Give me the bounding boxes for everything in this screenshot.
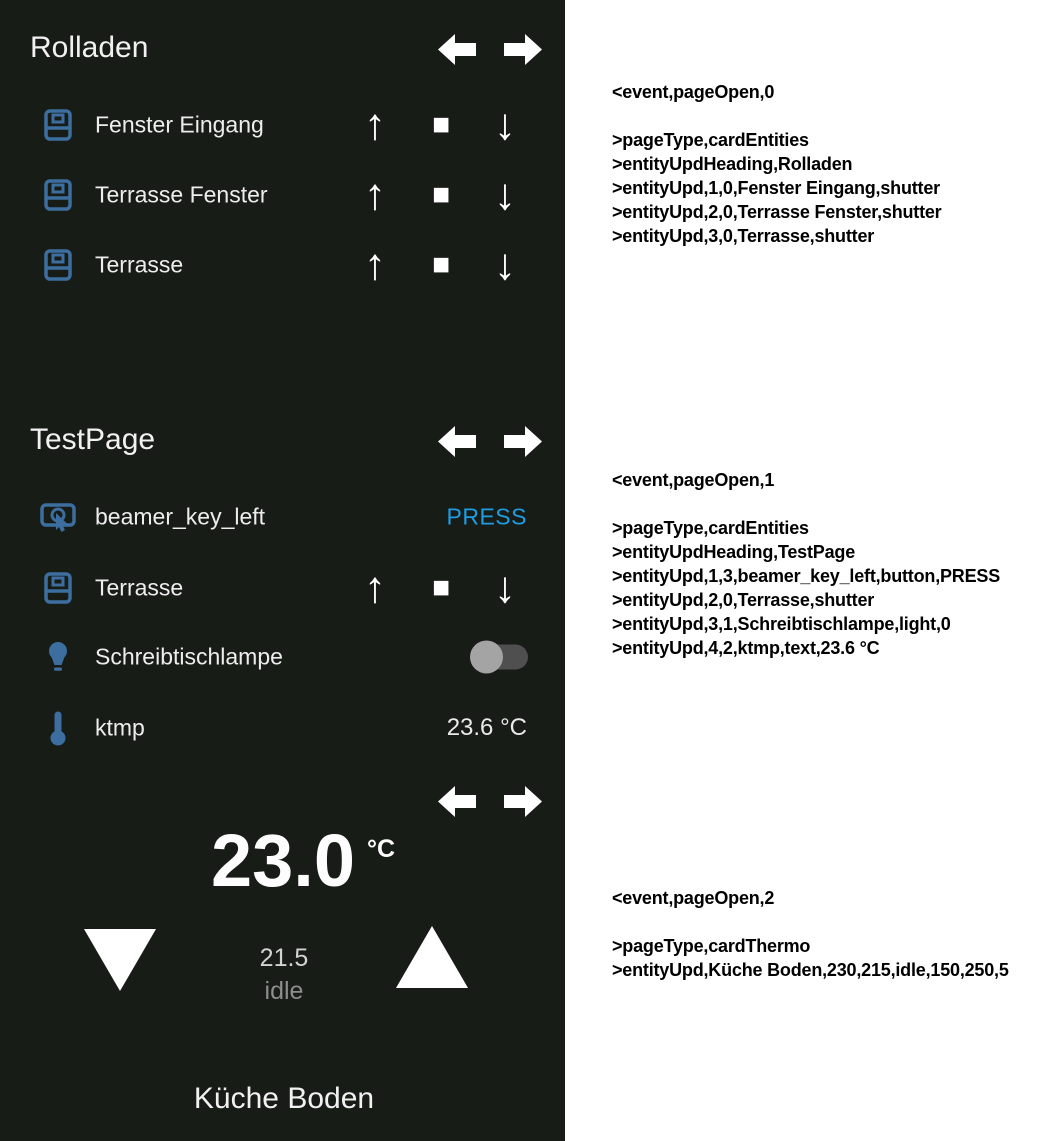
entity-label: Terrasse	[95, 574, 184, 601]
shutter-up-button[interactable]: ↑	[364, 563, 386, 612]
window-shutter-icon	[40, 179, 76, 211]
protocol-line: <event,pageOpen,2	[612, 888, 775, 908]
gesture-tap-button-icon	[40, 501, 76, 533]
temp-down-button[interactable]	[83, 928, 157, 997]
window-shutter-icon	[40, 572, 76, 604]
protocol-line	[612, 492, 1044, 516]
shutter-stop-button[interactable]: ■	[431, 248, 451, 281]
shutter-up-button[interactable]: ↑	[364, 100, 386, 149]
shutter-stop-button[interactable]: ■	[431, 108, 451, 141]
shutter-stop-button[interactable]: ■	[431, 178, 451, 211]
arrow-right-icon	[503, 31, 543, 68]
card-testpage-heading: TestPage	[30, 423, 156, 456]
nav-prev-button[interactable]	[437, 783, 477, 820]
entity-label: Terrasse	[95, 251, 184, 278]
current-temperature: 23.0	[210, 819, 356, 902]
entity-row	[0, 699, 565, 757]
protocol-log-page1	[612, 468, 1044, 660]
window-shutter-icon	[40, 109, 76, 141]
shutter-down-button[interactable]: ↓	[494, 563, 516, 612]
arrow-left-icon	[437, 783, 477, 820]
toggle-knob	[470, 641, 503, 674]
protocol-line: >entityUpdHeading,TestPage	[612, 542, 856, 562]
card-rolladen-heading: Rolladen	[30, 31, 149, 64]
protocol-line: >entityUpd,3,1,Schreibtischlampe,light,0	[612, 614, 951, 634]
protocol-line: >entityUpd,2,0,Terrasse Fenster,shutter	[612, 202, 942, 222]
entity-row	[0, 166, 565, 224]
shutter-down-button[interactable]: ↓	[494, 100, 516, 149]
protocol-line: >entityUpd,3,0,Terrasse,shutter	[612, 226, 875, 246]
card-thermo-nav	[437, 783, 543, 820]
window-shutter-icon	[40, 249, 76, 281]
thermostat-name: Küche Boden	[193, 1082, 375, 1115]
shutter-up-button[interactable]: ↑	[364, 170, 386, 219]
protocol-line: >entityUpd,Küche Boden,230,215,idle,150,250,5	[612, 960, 1009, 980]
protocol-line: >entityUpdHeading,Rolladen	[612, 154, 853, 174]
entity-row	[0, 236, 565, 294]
protocol-line: <event,pageOpen,1	[612, 470, 775, 490]
entity-label: Schreibtischlampe	[95, 643, 283, 670]
card-rolladen-nav	[437, 31, 543, 68]
protocol-line	[612, 910, 1044, 934]
nav-prev-button[interactable]	[437, 423, 477, 460]
protocol-log-page2	[612, 886, 1044, 982]
entity-row	[0, 628, 565, 686]
entity-label: beamer_key_left	[95, 503, 266, 530]
protocol-line: >entityUpd,1,0,Fenster Eingang,shutter	[612, 178, 940, 198]
temperature-unit: °C	[367, 835, 396, 863]
shutter-down-button[interactable]: ↓	[494, 240, 516, 289]
entity-label: ktmp	[95, 714, 145, 741]
thermometer-icon	[40, 710, 76, 746]
target-temperature: 21.5	[259, 944, 309, 972]
triangle-up-icon	[395, 925, 469, 989]
entity-label: Terrasse Fenster	[95, 181, 268, 208]
temp-up-button[interactable]	[395, 925, 469, 994]
shutter-up-button[interactable]: ↑	[364, 240, 386, 289]
shutter-down-button[interactable]: ↓	[494, 170, 516, 219]
entity-label: Fenster Eingang	[95, 111, 264, 138]
card-testpage-nav	[437, 423, 543, 460]
entity-row	[0, 488, 565, 546]
entity-row	[0, 559, 565, 617]
nav-next-button[interactable]	[503, 31, 543, 68]
protocol-line: >pageType,cardEntities	[612, 518, 809, 538]
arrow-left-icon	[437, 31, 477, 68]
protocol-line: >pageType,cardEntities	[612, 130, 809, 150]
entity-row	[0, 96, 565, 154]
nav-next-button[interactable]	[503, 783, 543, 820]
arrow-right-icon	[503, 783, 543, 820]
hvac-state: idle	[264, 977, 304, 1005]
nav-next-button[interactable]	[503, 423, 543, 460]
protocol-line: >pageType,cardThermo	[612, 936, 811, 956]
protocol-line: >entityUpd,4,2,ktmp,text,23.6 °C	[612, 638, 880, 658]
nav-prev-button[interactable]	[437, 31, 477, 68]
shutter-stop-button[interactable]: ■	[431, 571, 451, 604]
light-toggle[interactable]	[470, 641, 528, 674]
triangle-down-icon	[83, 928, 157, 992]
press-button[interactable]: PRESS	[446, 503, 527, 530]
protocol-line: >entityUpd,1,3,beamer_key_left,button,PRESS	[612, 566, 1001, 586]
arrow-left-icon	[437, 423, 477, 460]
lightbulb-icon	[40, 640, 76, 674]
protocol-line: >entityUpd,2,0,Terrasse,shutter	[612, 590, 875, 610]
protocol-line	[612, 104, 1044, 128]
protocol-line: <event,pageOpen,0	[612, 82, 775, 102]
arrow-right-icon	[503, 423, 543, 460]
protocol-log-page0	[612, 80, 1044, 248]
temperature-value: 23.6 °C	[446, 714, 527, 741]
